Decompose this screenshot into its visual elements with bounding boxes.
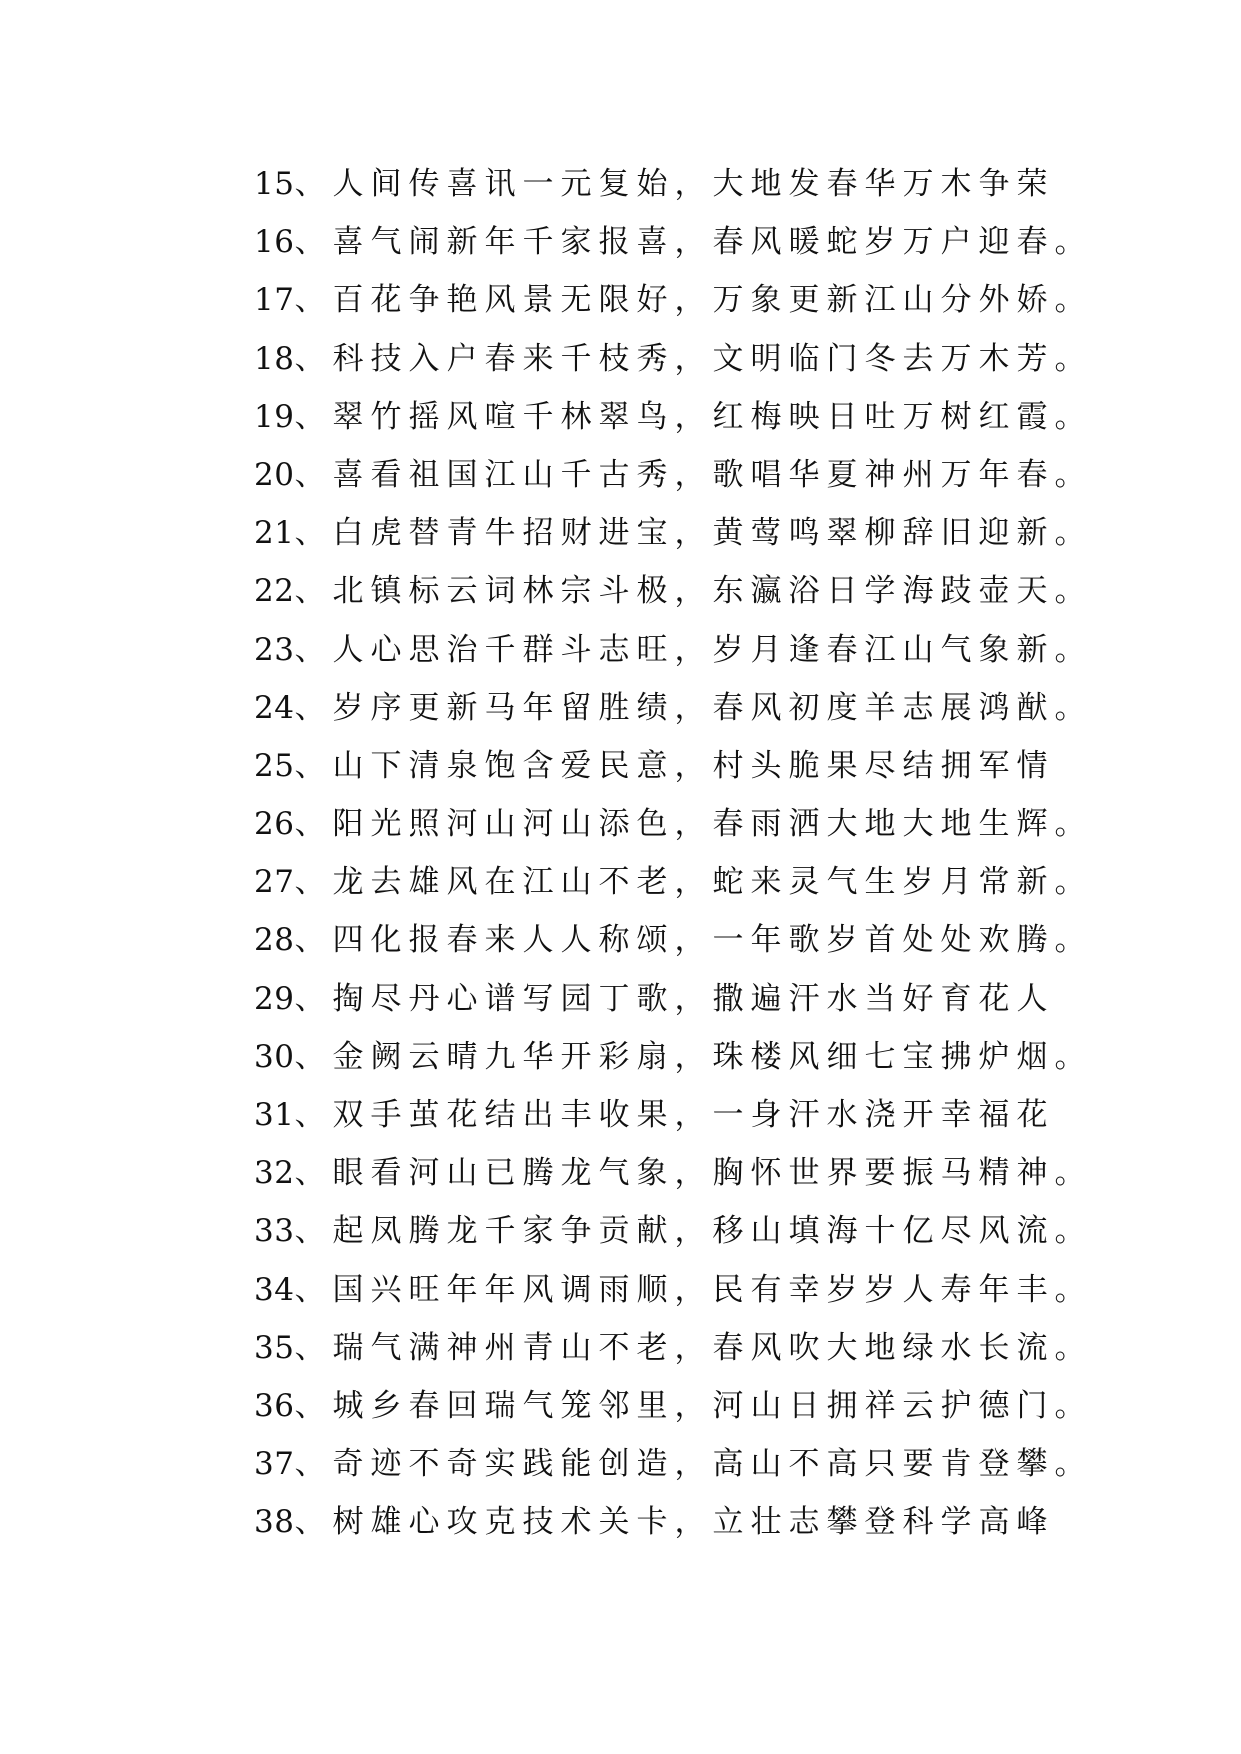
couplet-separator: 、 bbox=[294, 1213, 333, 1250]
couplet-text: 眼看河山已腾龙气象，胸怀世界要振马精神。 bbox=[332, 1155, 1093, 1192]
couplet-separator: 、 bbox=[294, 573, 333, 610]
couplet-line bbox=[254, 911, 1154, 969]
couplet-separator: 、 bbox=[294, 166, 333, 202]
couplet-number: 32 bbox=[254, 1155, 295, 1192]
couplet-line bbox=[254, 679, 1154, 737]
couplet-separator: 、 bbox=[294, 922, 333, 959]
couplet-number: 15 bbox=[254, 166, 295, 202]
couplet-number: 28 bbox=[254, 922, 295, 959]
couplet-text: 北镇标云词林宗斗极，东瀛浴日学海跂壶天。 bbox=[332, 573, 1093, 610]
couplet-number: 21 bbox=[254, 515, 295, 552]
couplet-number: 34 bbox=[254, 1271, 295, 1308]
couplet-text: 百花争艳风景无限好，万象更新江山分外娇。 bbox=[332, 282, 1093, 319]
couplet-separator: 、 bbox=[294, 806, 333, 843]
couplet-line bbox=[254, 621, 1154, 679]
couplet-number: 16 bbox=[254, 224, 295, 261]
couplet-separator: 、 bbox=[294, 747, 333, 784]
couplet-separator: 、 bbox=[294, 1155, 333, 1192]
couplet-separator: 、 bbox=[294, 1446, 333, 1483]
couplet-text: 城乡春回瑞气笼邻里，河山日拥祥云护德门。 bbox=[332, 1387, 1093, 1424]
couplet-separator: 、 bbox=[294, 1329, 333, 1366]
couplet-line bbox=[254, 330, 1154, 388]
couplet-text: 国兴旺年年风调雨顺，民有幸岁岁人寿年丰。 bbox=[332, 1271, 1093, 1308]
couplet-line bbox=[254, 562, 1154, 620]
couplet-separator: 、 bbox=[294, 282, 333, 319]
couplet-number: 24 bbox=[254, 689, 295, 726]
couplet-line bbox=[254, 1261, 1154, 1319]
couplet-line bbox=[254, 504, 1154, 562]
couplet-line bbox=[254, 388, 1154, 446]
couplet-number: 36 bbox=[254, 1387, 295, 1424]
couplet-separator: 、 bbox=[294, 398, 333, 435]
couplet-line bbox=[254, 853, 1154, 911]
couplet-text: 喜气闹新年千家报喜，春风暖蛇岁万户迎春。 bbox=[332, 224, 1093, 261]
couplet-separator: 、 bbox=[294, 980, 333, 1017]
couplet-number: 19 bbox=[254, 398, 295, 435]
couplet-text: 掏尽丹心谱写园丁歌，撒遍汗水当好育花人 bbox=[332, 980, 1055, 1017]
couplet-number: 31 bbox=[254, 1097, 295, 1133]
couplet-line bbox=[254, 1028, 1154, 1086]
couplet-separator: 、 bbox=[294, 1097, 333, 1133]
couplet-text: 翠竹摇风喧千林翠鸟，红梅映日吐万树红霞。 bbox=[332, 398, 1093, 435]
couplet-text: 白虎替青牛招财进宝，黄莺鸣翠柳辞旧迎新。 bbox=[332, 515, 1093, 552]
couplet-line bbox=[254, 1144, 1154, 1202]
couplet-line bbox=[254, 155, 1154, 213]
couplet-text: 双手茧花结出丰收果，一身汗水浇开幸福花 bbox=[332, 1097, 1055, 1133]
couplet-line bbox=[254, 1202, 1154, 1260]
couplet-text: 人心思治千群斗志旺，岁月逢春江山气象新。 bbox=[332, 631, 1093, 668]
couplet-text: 奇迹不奇实践能创造，高山不高只要肯登攀。 bbox=[332, 1446, 1093, 1483]
couplet-line bbox=[254, 1435, 1154, 1493]
couplet-text: 金阙云晴九华开彩扇，珠楼风细七宝拂炉烟。 bbox=[332, 1038, 1093, 1075]
couplet-separator: 、 bbox=[294, 515, 333, 552]
couplet-number: 30 bbox=[254, 1038, 295, 1075]
couplet-text: 阳光照河山河山添色，春雨洒大地大地生辉。 bbox=[332, 806, 1093, 843]
couplet-line bbox=[254, 213, 1154, 271]
couplet-text: 起凤腾龙千家争贡献，移山填海十亿尽风流。 bbox=[332, 1213, 1093, 1250]
couplet-line bbox=[254, 446, 1154, 504]
couplet-text: 四化报春来人人称颂，一年歌岁首处处欢腾。 bbox=[332, 922, 1093, 959]
couplet-list bbox=[254, 155, 1154, 1552]
couplet-separator: 、 bbox=[294, 1504, 333, 1541]
couplet-line bbox=[254, 1493, 1154, 1551]
couplet-text: 山下清泉饱含爱民意，村头脆果尽结拥军情 bbox=[332, 747, 1055, 784]
couplet-separator: 、 bbox=[294, 1271, 333, 1308]
couplet-number: 33 bbox=[254, 1213, 295, 1250]
couplet-line bbox=[254, 970, 1154, 1028]
couplet-line bbox=[254, 271, 1154, 329]
couplet-number: 26 bbox=[254, 806, 295, 843]
couplet-text: 科技入户春来千枝秀，文明临门冬去万木芳。 bbox=[332, 340, 1093, 377]
couplet-line bbox=[254, 1086, 1154, 1144]
couplet-number: 27 bbox=[254, 864, 295, 901]
couplet-text: 树雄心攻克技术关卡，立壮志攀登科学高峰 bbox=[332, 1504, 1055, 1541]
couplet-number: 20 bbox=[254, 456, 295, 493]
couplet-number: 29 bbox=[254, 980, 295, 1017]
couplet-separator: 、 bbox=[294, 864, 333, 901]
couplet-separator: 、 bbox=[294, 689, 333, 726]
couplet-text: 岁序更新马年留胜绩，春风初度羊志展鸿猷。 bbox=[332, 689, 1093, 726]
couplet-text: 人间传喜讯一元复始，大地发春华万木争荣 bbox=[332, 166, 1055, 202]
couplet-separator: 、 bbox=[294, 456, 333, 493]
couplet-number: 22 bbox=[254, 573, 295, 610]
couplet-number: 25 bbox=[254, 747, 295, 784]
couplet-separator: 、 bbox=[294, 631, 333, 668]
couplet-line bbox=[254, 1319, 1154, 1377]
couplet-number: 18 bbox=[254, 340, 295, 377]
couplet-separator: 、 bbox=[294, 224, 333, 261]
couplet-separator: 、 bbox=[294, 1387, 333, 1424]
couplet-number: 38 bbox=[254, 1504, 295, 1541]
couplet-number: 17 bbox=[254, 282, 295, 319]
couplet-number: 23 bbox=[254, 631, 295, 668]
couplet-line bbox=[254, 1377, 1154, 1435]
couplet-text: 喜看祖国江山千古秀，歌唱华夏神州万年春。 bbox=[332, 456, 1093, 493]
couplet-line bbox=[254, 795, 1154, 853]
couplet-line bbox=[254, 737, 1154, 795]
couplet-separator: 、 bbox=[294, 340, 333, 377]
couplet-number: 35 bbox=[254, 1329, 295, 1366]
couplet-separator: 、 bbox=[294, 1038, 333, 1075]
couplet-number: 37 bbox=[254, 1446, 295, 1483]
couplet-text: 龙去雄风在江山不老，蛇来灵气生岁月常新。 bbox=[332, 864, 1093, 901]
couplet-text: 瑞气满神州青山不老，春风吹大地绿水长流。 bbox=[332, 1329, 1093, 1366]
